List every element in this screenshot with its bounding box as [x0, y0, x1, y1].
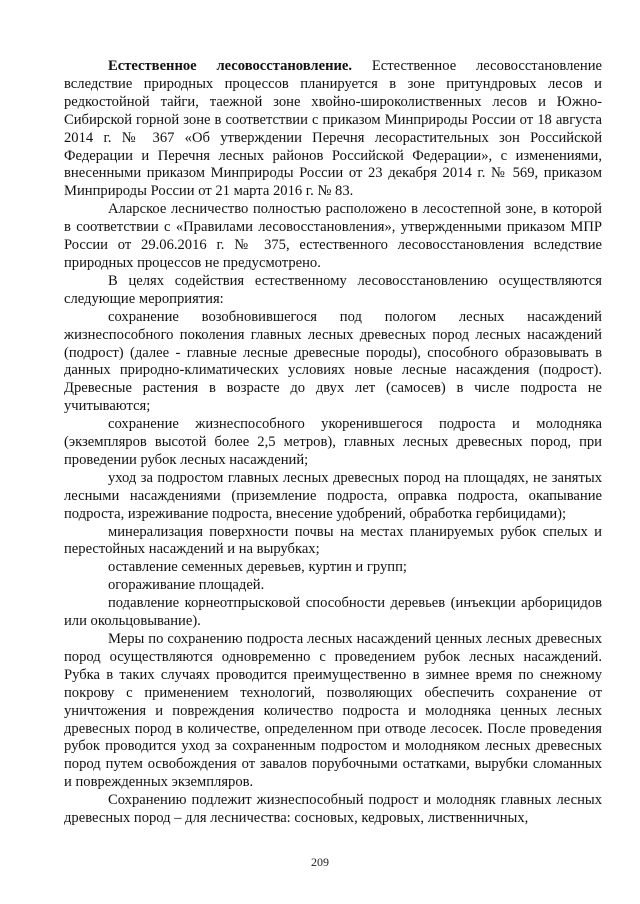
- paragraph-preservation-subject: Сохранению подлежит жизнеспособный подрост и молодняк главных лесных древесных пород – для лесничества: сосновых, кедровых, лиственничных,: [64, 792, 602, 827]
- paragraph-alarskoe-forestry: Аларское лесничество полностью расположено в лесостепной зоне, в которой в соответствии с «Правилами лесовосстановления», утвержденными приказом МПР России от 29.06.2016 г. № 375, естественного лесовосстановления вследствие природных процессов не предусмотрено.: [64, 201, 602, 271]
- list-item-suppression: подавление корнеотпрысковой способности деревьев (инъекции арборицидов или окольцовывание).: [64, 595, 602, 630]
- paragraph-preservation-measures: Меры по сохранению подроста лесных насаждений ценных лесных древесных пород осуществляются одновременно с проведением рубок лесных насаждений. Рубка в таких случаях проводится преимущественно в зимнее время по снежному покрову с применением технологий, позволяющих обеспечить сохранение от уничтожения и повреждения количество подроста и молодняка ценных лесных древесных пород в количестве, определенном при отводе лесосек. После проведения рубок проводится уход за сохраненным подростом и молодняком лесных древесных пород путем освобождения от завалов порубочными остатками, вырубки сломанных и поврежденных экземпляров.: [64, 631, 602, 791]
- list-item-fencing: огораживание площадей.: [108, 577, 265, 594]
- list-item-undergrowth-care: уход за подростом главных лесных древесных пород на площадях, не занятых лесными насаждениями (приземление подроста, оправка подроста, окапывание подроста, изреживание подроста, внесение удобрений, обработка гербицидами);: [64, 469, 602, 522]
- list-item-seed-trees: оставление семенных деревьев, куртин и групп;: [108, 559, 407, 576]
- list-item-young-growth-preservation: сохранение жизнеспособного укоренившегося подроста и молодняка (экземпляров высотой более 2,5 метров), главных лесных древесных пород, при проведении рубок лесных насаждений;: [64, 416, 602, 468]
- paragraph-heading: Естественное лесовосстановление.: [108, 58, 353, 74]
- paragraph-natural-reforestation: [64, 58, 602, 201]
- paragraph-text: Естественное лесовосстановление вследствие природных процессов планируется в зоне притундровых лесов и редкостойной тайги, таежной зоне хвойно-широколиственных лесов и Южно-Сибирской горной зоне в соответствии с приказом Минприроды России от 18 августа 2014 г. № 367 «Об утверждении Перечня лесорастительных зон Российской Федерации и Перечня лесных районов Российской Федерации», с изменениями, внесенными приказом Минприроды России от 23 декабря 2014 г. № 569, приказом Минприроды России от 21 марта 2016 г. № 83.: [64, 58, 602, 200]
- page-number: 209: [311, 855, 329, 869]
- document-body: [64, 58, 602, 828]
- list-item-undergrowth-preservation: сохранение возобновившегося под пологом лесных насаждений жизнеспособного поколения главных лесных древесных пород лесных насаждений (подрост) (далее - главные лесные древесные породы), способного образовывать в данных природно-климатических условиях новые лесные насаждения (подрост). Древесные растения в возрасте до двух лет (самосев) в числе подроста не учитываются;: [64, 308, 602, 415]
- list-item-soil-mineralization: минерализация поверхности почвы на местах планируемых рубок спелых и перестойных насаждений и на вырубках;: [64, 523, 602, 558]
- paragraph-measures-intro: В целях содействия естественному лесовосстановлению осуществляются следующие мероприятия:: [64, 272, 602, 307]
